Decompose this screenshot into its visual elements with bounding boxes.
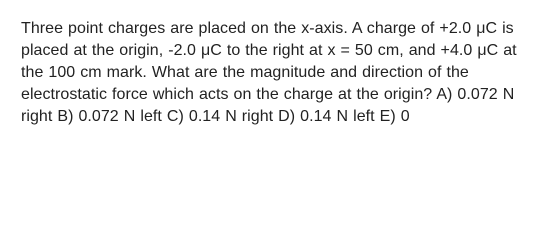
question-text: Three point charges are placed on the x-axis. A charge of +2.0 μC is placed at the origin, -2.0 μC to the right at x = 50 cm, and +4.0 μC at the 100 cm mark. What are the magnitude and direction of the electrostatic force which acts on the charge at the origin? A) 0.072 N right B) 0.072 N left C) 0.14 N right D) 0.14 N left E) 0 xyxy=(21,20,517,125)
